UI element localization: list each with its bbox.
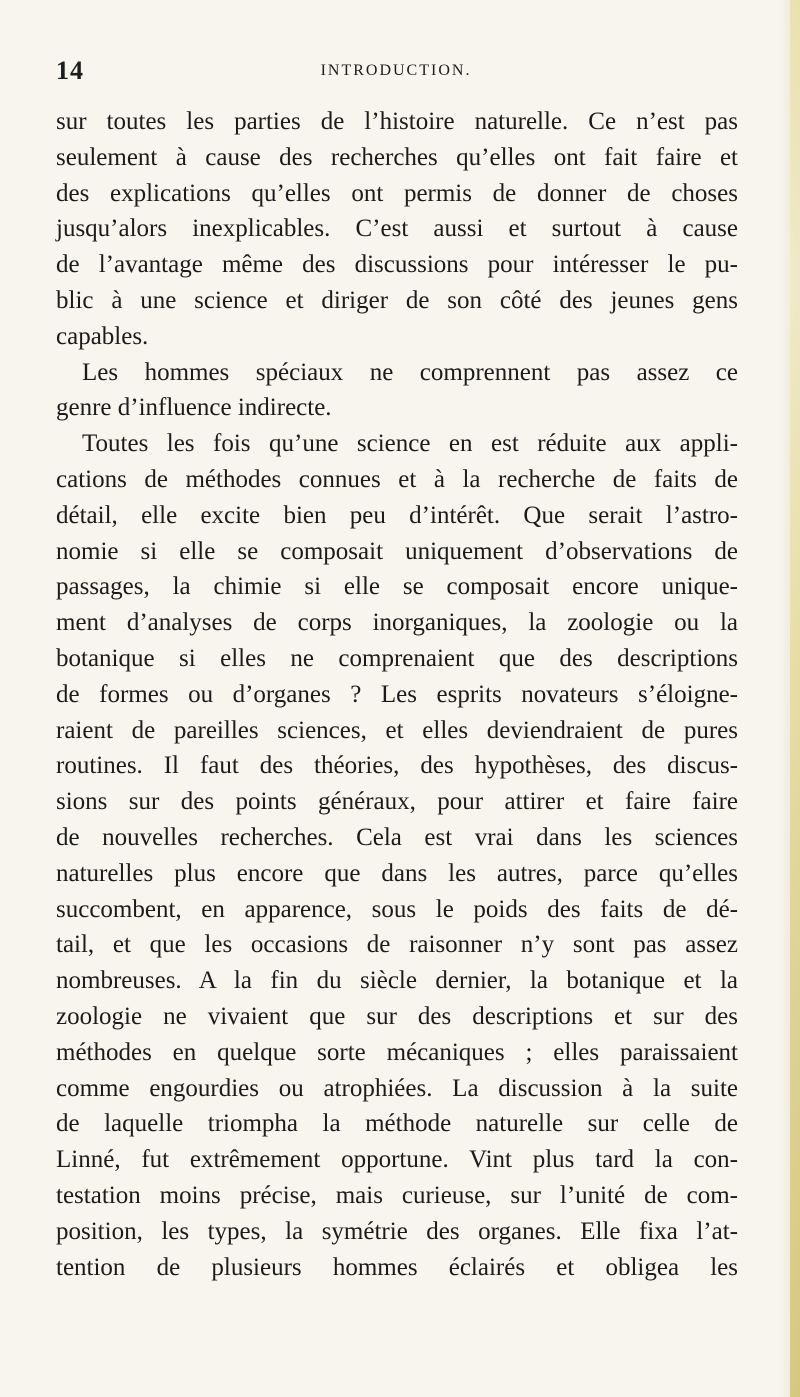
text-line: nomie si elle se composait uniquement d’observations de — [56, 537, 738, 565]
text-line: testation moins précise, mais curieuse, sur l’unité de com- — [56, 1181, 738, 1209]
text-line: zoologie ne vivaient que sur des descriptions et sur des — [56, 1002, 738, 1030]
text-line: raient de pareilles sciences, et elles deviendraient de pures — [56, 716, 738, 744]
text-line: blic à une science et diriger de son côté des jeunes gens — [56, 286, 738, 314]
text-line: cations de méthodes connues et à la recherche de faits de — [56, 465, 738, 493]
text-line: nombreuses. A la fin du siècle dernier, la botanique et la — [56, 967, 738, 995]
text-line: Les hommes spéciaux ne comprennent pas assez ce — [82, 358, 738, 386]
page-header — [56, 56, 736, 86]
text-line: capables. — [56, 322, 149, 350]
text-line: de laquelle triompha la méthode naturelle sur celle de — [56, 1110, 738, 1138]
text-line: détail, elle excite bien peu d’intérêt. Que serait l’astro- — [56, 501, 738, 529]
text-line: botanique si elles ne comprenaient que des descriptions — [56, 644, 738, 672]
page-edge-discoloration — [790, 0, 800, 1397]
text-line: jusqu’alors inexplicables. C’est aussi et surtout à cause — [56, 215, 738, 243]
text-line: de l’avantage même des discussions pour intéresser le pu- — [56, 251, 738, 279]
text-line: Toutes les fois qu’une science en est réduite aux appli- — [82, 430, 738, 458]
text-line: des explications qu’elles ont permis de donner de choses — [56, 179, 738, 207]
text-line: succombent, en apparence, sous le poids des faits de dé- — [56, 895, 738, 923]
text-line: genre d’influence indirecte. — [56, 394, 332, 422]
text-line: ment d’analyses de corps inorganiques, la zoologie ou la — [56, 609, 738, 637]
text-line: sur toutes les parties de l’histoire naturelle. Ce n’est pas — [56, 108, 738, 135]
text-line: tail, et que les occasions de raisonner n’y sont pas assez — [56, 931, 738, 959]
text-line: position, les types, la symétrie des organes. Elle fixa l’at- — [56, 1217, 738, 1245]
text-line: seulement à cause des recherches qu’elles ont fait faire et — [56, 143, 738, 171]
text-line: de nouvelles recherches. Cela est vrai dans les sciences — [56, 823, 738, 851]
running-head: INTRODUCTION. — [320, 62, 472, 79]
text-line: Linné, fut extrêmement opportune. Vint plus tard la con- — [56, 1146, 738, 1174]
text-line: méthodes en quelque sorte mécaniques ; elles paraissaient — [56, 1038, 738, 1066]
text-line: comme engourdies ou atrophiées. La discussion à la suite — [56, 1074, 738, 1102]
text-line: sions sur des points généraux, pour attirer et faire faire — [56, 788, 738, 816]
text-line: de formes ou d’organes ? Les esprits novateurs s’éloigne- — [56, 680, 738, 708]
body-text — [56, 104, 738, 1285]
text-line: passages, la chimie si elle se composait encore unique- — [56, 573, 738, 601]
text-line: routines. Il faut des théories, des hypothèses, des discus- — [56, 752, 738, 780]
text-line: naturelles plus encore que dans les autres, parce qu’elles — [56, 859, 738, 887]
page-number: 14 — [56, 56, 84, 85]
text-line: tention de plusieurs hommes éclairés et obligea les — [56, 1253, 738, 1281]
